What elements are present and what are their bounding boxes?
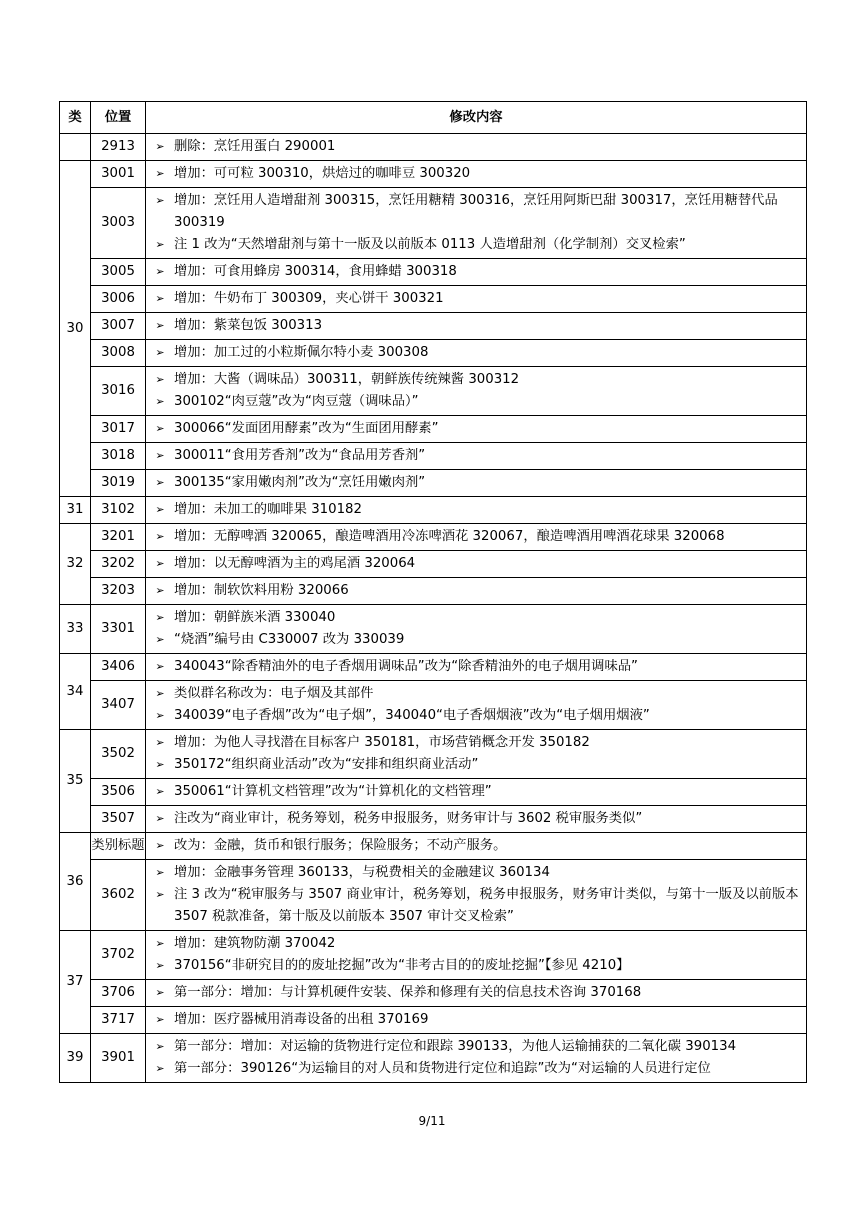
modification-text: 300011“食用芳香剂”改为“食品用芳香剂” bbox=[174, 448, 426, 463]
arrow-bullet-icon: ➢ bbox=[155, 395, 165, 408]
class-number: 32 bbox=[60, 524, 91, 605]
modification-item bbox=[146, 629, 802, 651]
modification-content bbox=[146, 931, 807, 980]
modification-item bbox=[146, 445, 802, 467]
class-number: 36 bbox=[60, 833, 91, 931]
modification-text: 350172“组织商业活动”改为“安排和组织商业活动” bbox=[174, 757, 479, 772]
arrow-bullet-icon: ➢ bbox=[155, 758, 165, 771]
position-code: 3702 bbox=[91, 931, 146, 980]
modification-text: 增加：加工过的小粒斯佩尔特小麦 300308 bbox=[174, 345, 429, 360]
arrow-bullet-icon: ➢ bbox=[155, 422, 165, 435]
position-code: 3005 bbox=[91, 259, 146, 286]
modification-text: 增加：金融事务管理 360133，与税费相关的金融建议 360134 bbox=[174, 865, 550, 880]
modification-text: 改为：金融，货币和银行服务；保险服务；不动产服务。 bbox=[174, 838, 507, 853]
header-position: 位置 bbox=[91, 102, 146, 134]
modification-item bbox=[146, 781, 802, 803]
arrow-bullet-icon: ➢ bbox=[155, 503, 165, 516]
modification-text: 注 1 改为“天然增甜剂与第十一版及以前版本 0113 人造增甜剂（化学制剂）交叉检索” bbox=[174, 237, 686, 252]
modification-content bbox=[146, 833, 807, 860]
position-code: 3717 bbox=[91, 1007, 146, 1034]
modification-item bbox=[146, 982, 802, 1004]
arrow-bullet-icon: ➢ bbox=[155, 1040, 165, 1053]
position-code: 3008 bbox=[91, 340, 146, 367]
arrow-bullet-icon: ➢ bbox=[155, 476, 165, 489]
modification-text: 340043“除香精油外的电子香烟用调味品”改为“除香精油外的电子烟用调味品” bbox=[174, 659, 638, 674]
modification-content bbox=[146, 367, 807, 416]
position-code: 3901 bbox=[91, 1034, 146, 1083]
page-number: 9/11 bbox=[418, 1114, 446, 1128]
modification-item bbox=[146, 862, 802, 884]
modification-content bbox=[146, 470, 807, 497]
modification-text: 370156“非研究目的的废址挖掘”改为“非考古目的的废址挖掘”【参见 4210】 bbox=[174, 958, 630, 973]
modification-text: 删除：烹饪用蛋白 290001 bbox=[174, 139, 336, 154]
modification-content bbox=[146, 340, 807, 367]
position-code: 3018 bbox=[91, 443, 146, 470]
modification-item bbox=[146, 369, 802, 391]
table-row bbox=[60, 470, 807, 497]
arrow-bullet-icon: ➢ bbox=[155, 584, 165, 597]
position-code: 3007 bbox=[91, 313, 146, 340]
modification-item bbox=[146, 342, 802, 364]
position-code: 3706 bbox=[91, 980, 146, 1007]
modification-text: 350061“计算机文档管理”改为“计算机化的文档管理” bbox=[174, 784, 492, 799]
arrow-bullet-icon: ➢ bbox=[155, 812, 165, 825]
modification-text: 增加：朝鲜族米酒 330040 bbox=[174, 610, 336, 625]
arrow-bullet-icon: ➢ bbox=[155, 888, 165, 901]
modification-text: 增加：为他人寻找潜在目标客户 350181，市场营销概念开发 350182 bbox=[174, 735, 590, 750]
modification-item bbox=[146, 1058, 802, 1080]
table-row bbox=[60, 605, 807, 654]
modification-content bbox=[146, 497, 807, 524]
class-number: 33 bbox=[60, 605, 91, 654]
modification-text: 第一部分：增加：对运输的货物进行定位和跟踪 390133，为他人运输捕获的二氧化碳 390134 bbox=[174, 1039, 737, 1054]
modification-item bbox=[146, 808, 802, 830]
modification-text: 类似群名称改为：电子烟及其部件 bbox=[174, 686, 374, 701]
table-row bbox=[60, 833, 807, 860]
table-row bbox=[60, 931, 807, 980]
modification-content bbox=[146, 313, 807, 340]
position-code: 3017 bbox=[91, 416, 146, 443]
modification-item bbox=[146, 884, 802, 928]
modification-content bbox=[146, 259, 807, 286]
modification-item bbox=[146, 136, 802, 158]
modification-text: 增加：可食用蜂房 300314，食用蜂蜡 300318 bbox=[174, 264, 457, 279]
arrow-bullet-icon: ➢ bbox=[155, 167, 165, 180]
class-number: 31 bbox=[60, 497, 91, 524]
arrow-bullet-icon: ➢ bbox=[155, 611, 165, 624]
modification-content bbox=[146, 779, 807, 806]
modification-content bbox=[146, 443, 807, 470]
modification-content bbox=[146, 551, 807, 578]
modification-text: 340039“电子香烟”改为“电子烟”，340040“电子香烟烟液”改为“电子烟用烟液” bbox=[174, 708, 650, 723]
modification-content bbox=[146, 654, 807, 681]
table-row bbox=[60, 188, 807, 259]
position-code: 3006 bbox=[91, 286, 146, 313]
modification-item bbox=[146, 499, 802, 521]
table-row bbox=[60, 313, 807, 340]
modification-item bbox=[146, 754, 802, 776]
modification-content bbox=[146, 524, 807, 551]
arrow-bullet-icon: ➢ bbox=[155, 238, 165, 251]
table-row bbox=[60, 286, 807, 313]
modification-content bbox=[146, 286, 807, 313]
modification-text: 增加：紫菜包饭 300313 bbox=[174, 318, 323, 333]
position-code: 3019 bbox=[91, 470, 146, 497]
modification-item bbox=[146, 288, 802, 310]
position-code: 3201 bbox=[91, 524, 146, 551]
class-number bbox=[60, 134, 91, 161]
position-code: 3301 bbox=[91, 605, 146, 654]
modification-text: 注 3 改为“税审服务与 3507 商业审计，税务筹划，税务申报服务，财务审计类似，与第十一版及以前版本 3507 税款准备，第十版及以前版本 3507 审计交叉检索” bbox=[174, 887, 799, 924]
table-row bbox=[60, 497, 807, 524]
arrow-bullet-icon: ➢ bbox=[155, 557, 165, 570]
position-code: 3602 bbox=[91, 860, 146, 931]
modification-item bbox=[146, 607, 802, 629]
class-number: 37 bbox=[60, 931, 91, 1034]
modification-content bbox=[146, 681, 807, 730]
table-row bbox=[60, 161, 807, 188]
arrow-bullet-icon: ➢ bbox=[155, 785, 165, 798]
arrow-bullet-icon: ➢ bbox=[155, 346, 165, 359]
header-content: 修改内容 bbox=[146, 102, 807, 134]
arrow-bullet-icon: ➢ bbox=[155, 660, 165, 673]
modification-item bbox=[146, 705, 802, 727]
table-row bbox=[60, 980, 807, 1007]
table-row bbox=[60, 1034, 807, 1083]
table-row bbox=[60, 367, 807, 416]
modification-item bbox=[146, 553, 802, 575]
arrow-bullet-icon: ➢ bbox=[155, 1013, 165, 1026]
position-code: 类别标题 bbox=[91, 833, 146, 860]
arrow-bullet-icon: ➢ bbox=[155, 633, 165, 646]
position-code: 3407 bbox=[91, 681, 146, 730]
position-code: 3102 bbox=[91, 497, 146, 524]
modification-item bbox=[146, 683, 802, 705]
modification-item bbox=[146, 315, 802, 337]
table-row bbox=[60, 681, 807, 730]
position-code: 3506 bbox=[91, 779, 146, 806]
modification-item bbox=[146, 190, 802, 234]
modification-item bbox=[146, 955, 802, 977]
modification-content bbox=[146, 730, 807, 779]
class-number: 34 bbox=[60, 654, 91, 730]
modification-item bbox=[146, 732, 802, 754]
modification-item bbox=[146, 163, 802, 185]
table-row bbox=[60, 860, 807, 931]
table-row bbox=[60, 578, 807, 605]
arrow-bullet-icon: ➢ bbox=[155, 959, 165, 972]
modification-content bbox=[146, 1034, 807, 1083]
modification-text: “烧酒”编号由 C330007 改为 330039 bbox=[174, 632, 405, 647]
modification-text: 增加：可可粒 300310，烘焙过的咖啡豆 300320 bbox=[174, 166, 471, 181]
class-number: 30 bbox=[60, 161, 91, 497]
arrow-bullet-icon: ➢ bbox=[155, 687, 165, 700]
arrow-bullet-icon: ➢ bbox=[155, 736, 165, 749]
modification-text: 增加：未加工的咖啡果 310182 bbox=[174, 502, 362, 517]
modification-text: 增加：建筑物防潮 370042 bbox=[174, 936, 336, 951]
arrow-bullet-icon: ➢ bbox=[155, 937, 165, 950]
modification-content bbox=[146, 188, 807, 259]
table-row bbox=[60, 551, 807, 578]
modification-text: 第一部分：增加：与计算机硬件安装、保养和修理有关的信息技术咨询 370168 bbox=[174, 985, 642, 1000]
arrow-bullet-icon: ➢ bbox=[155, 709, 165, 722]
table-row bbox=[60, 443, 807, 470]
arrow-bullet-icon: ➢ bbox=[155, 1062, 165, 1075]
arrow-bullet-icon: ➢ bbox=[155, 449, 165, 462]
arrow-bullet-icon: ➢ bbox=[155, 292, 165, 305]
table-row bbox=[60, 730, 807, 779]
modification-content bbox=[146, 806, 807, 833]
modification-item bbox=[146, 656, 802, 678]
position-code: 3507 bbox=[91, 806, 146, 833]
table-row bbox=[60, 340, 807, 367]
modification-content bbox=[146, 134, 807, 161]
table-header-row bbox=[60, 102, 807, 134]
arrow-bullet-icon: ➢ bbox=[155, 839, 165, 852]
modification-item bbox=[146, 234, 802, 256]
modification-content bbox=[146, 860, 807, 931]
modification-text: 300135“家用嫩肉剂”改为“烹饪用嫩肉剂” bbox=[174, 475, 426, 490]
modification-text: 增加：以无醇啤酒为主的鸡尾酒 320064 bbox=[174, 556, 416, 571]
modification-text: 300066“发面团用酵素”改为“生面团用酵素” bbox=[174, 421, 439, 436]
modification-content bbox=[146, 980, 807, 1007]
position-code: 3016 bbox=[91, 367, 146, 416]
modification-item bbox=[146, 1009, 802, 1031]
table-row bbox=[60, 779, 807, 806]
table-body bbox=[60, 134, 807, 1083]
position-code: 3003 bbox=[91, 188, 146, 259]
modification-text: 增加：制软饮料用粉 320066 bbox=[174, 583, 349, 598]
position-code: 3203 bbox=[91, 578, 146, 605]
modification-text: 增加：无醇啤酒 320065，酿造啤酒用冷冻啤酒花 320067，酿造啤酒用啤酒花球果 320068 bbox=[174, 529, 725, 544]
position-code: 3001 bbox=[91, 161, 146, 188]
modification-item bbox=[146, 835, 802, 857]
class-number: 35 bbox=[60, 730, 91, 833]
table-row bbox=[60, 806, 807, 833]
table-row bbox=[60, 524, 807, 551]
modification-text: 增加：烹饪用人造增甜剂 300315，烹饪用糖精 300316，烹饪用阿斯巴甜 300317，烹饪用糖替代品 300319 bbox=[174, 193, 778, 230]
position-code: 3406 bbox=[91, 654, 146, 681]
arrow-bullet-icon: ➢ bbox=[155, 140, 165, 153]
modification-item bbox=[146, 472, 802, 494]
modification-text: 增加：大酱（调味品）300311，朝鲜族传统辣酱 300312 bbox=[174, 372, 520, 387]
modification-item bbox=[146, 580, 802, 602]
amendment-table bbox=[59, 101, 807, 1083]
modification-item bbox=[146, 418, 802, 440]
modification-item bbox=[146, 526, 802, 548]
arrow-bullet-icon: ➢ bbox=[155, 373, 165, 386]
arrow-bullet-icon: ➢ bbox=[155, 986, 165, 999]
modification-item bbox=[146, 261, 802, 283]
modification-content bbox=[146, 1007, 807, 1034]
modification-text: 300102“肉豆蔻”改为“肉豆蔻（调味品）” bbox=[174, 394, 419, 409]
modification-content bbox=[146, 605, 807, 654]
arrow-bullet-icon: ➢ bbox=[155, 866, 165, 879]
modification-content bbox=[146, 578, 807, 605]
table-row bbox=[60, 134, 807, 161]
table-row bbox=[60, 654, 807, 681]
arrow-bullet-icon: ➢ bbox=[155, 319, 165, 332]
modification-item bbox=[146, 1036, 802, 1058]
modification-text: 第一部分：390126“为运输目的对人员和货物进行定位和追踪”改为“对运输的人员进行定位 bbox=[174, 1061, 711, 1076]
position-code: 2913 bbox=[91, 134, 146, 161]
arrow-bullet-icon: ➢ bbox=[155, 265, 165, 278]
modification-text: 增加：牛奶布丁 300309，夹心饼干 300321 bbox=[174, 291, 444, 306]
modification-text: 注改为“商业审计，税务筹划，税务申报服务，财务审计与 3602 税审服务类似” bbox=[174, 811, 643, 826]
modification-content bbox=[146, 416, 807, 443]
modification-item bbox=[146, 391, 802, 413]
header-class: 类 bbox=[60, 102, 91, 134]
table-row bbox=[60, 259, 807, 286]
table-row bbox=[60, 1007, 807, 1034]
position-code: 3502 bbox=[91, 730, 146, 779]
arrow-bullet-icon: ➢ bbox=[155, 194, 165, 207]
position-code: 3202 bbox=[91, 551, 146, 578]
table-row bbox=[60, 416, 807, 443]
modification-content bbox=[146, 161, 807, 188]
class-number: 39 bbox=[60, 1034, 91, 1083]
modification-text: 增加：医疗器械用消毒设备的出租 370169 bbox=[174, 1012, 429, 1027]
modification-item bbox=[146, 933, 802, 955]
arrow-bullet-icon: ➢ bbox=[155, 530, 165, 543]
